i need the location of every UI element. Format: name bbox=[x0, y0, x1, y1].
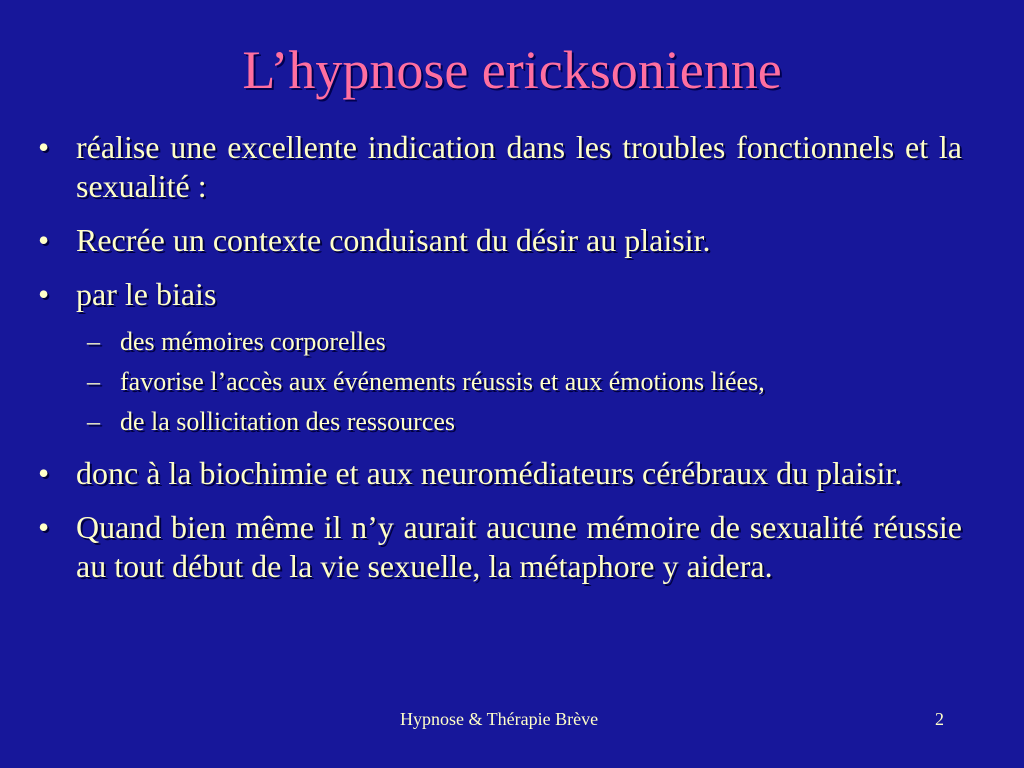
sub-text: des mémoires corporelles bbox=[120, 327, 386, 356]
sub-item bbox=[38, 405, 962, 438]
footer-text: Hypnose & Thérapie Brève bbox=[400, 709, 599, 729]
bullet-item bbox=[38, 275, 962, 314]
sub-text: favorise l’accès aux événements réussis et aux émotions liées, bbox=[120, 367, 765, 396]
bullet-text: Quand bien même il n’y aurait aucune mémoire de sexualité réussie au tout début de la vie sexuelle, la métaphore y aidera. bbox=[76, 509, 962, 584]
bullet-marker: • bbox=[38, 509, 50, 545]
bullet-text: par le biais bbox=[76, 276, 217, 312]
bullet-text: Recrée un contexte conduisant du désir au plaisir. bbox=[76, 222, 711, 258]
bullet-marker: • bbox=[38, 276, 50, 312]
bullet-text: donc à la biochimie et aux neuromédiateurs cérébraux du plaisir. bbox=[76, 455, 903, 491]
bullet-marker: • bbox=[38, 222, 50, 258]
bullet-item bbox=[38, 454, 962, 493]
sub-marker: – bbox=[87, 327, 100, 356]
sub-marker: – bbox=[87, 407, 100, 436]
page-number: 2 bbox=[935, 709, 944, 729]
sub-item bbox=[38, 365, 962, 398]
bullet-item bbox=[38, 221, 962, 260]
bullet-marker: • bbox=[38, 129, 50, 165]
bullet-marker: • bbox=[38, 455, 50, 491]
sub-text: de la sollicitation des ressources bbox=[120, 407, 456, 436]
bullet-text: réalise une excellente indication dans les troubles fonctionnels et la sexualité : bbox=[76, 129, 962, 204]
slide-title: L’hypnose ericksonienne bbox=[242, 40, 782, 100]
sub-marker: – bbox=[87, 367, 100, 396]
slide-content bbox=[38, 128, 962, 601]
bullet-item bbox=[38, 128, 962, 206]
bullet-item bbox=[38, 508, 962, 586]
sub-item bbox=[38, 325, 962, 358]
